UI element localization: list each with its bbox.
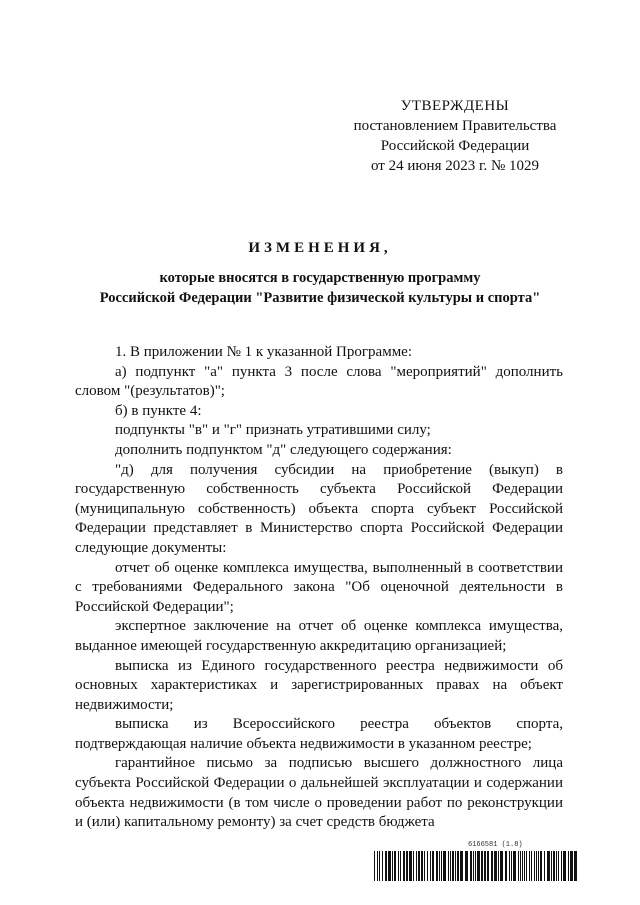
barcode-bar — [448, 851, 449, 881]
barcode-bar — [487, 851, 489, 881]
barcode-bar — [418, 851, 420, 881]
barcode-bar — [547, 851, 550, 881]
barcode-bar — [481, 851, 483, 881]
barcode-bar — [540, 851, 542, 881]
barcode-bar — [427, 851, 428, 881]
barcode-bar — [520, 851, 521, 881]
barcode-bar — [409, 851, 412, 881]
document-subtitle — [0, 268, 640, 308]
barcode-bar — [400, 851, 401, 881]
barcode-bar — [524, 851, 525, 881]
barcode-bar — [475, 851, 476, 881]
barcode-bar — [382, 851, 383, 881]
barcode-bar — [421, 851, 423, 881]
barcode-bar — [470, 851, 472, 881]
barcode-bar — [568, 851, 569, 881]
barcode-bar — [526, 851, 527, 881]
paragraph: 1. В приложении № 1 к указанной Программе: — [115, 344, 413, 360]
barcode-bar — [452, 851, 454, 881]
barcode-bar — [460, 851, 463, 881]
barcode-bar — [553, 851, 555, 881]
barcode-bar — [534, 851, 535, 881]
barcode-bar — [473, 851, 474, 881]
approval-line-2: Российской Федерации — [380, 138, 530, 154]
barcode-bar — [513, 851, 516, 881]
barcode-bar — [570, 851, 573, 881]
barcode-bar — [432, 851, 434, 881]
barcode-bar — [392, 851, 393, 881]
barcode-bar — [529, 851, 530, 881]
barcode-bar — [374, 851, 375, 881]
barcode-bar — [385, 851, 387, 881]
barcode-bar — [551, 851, 552, 881]
barcode-bar — [455, 851, 456, 881]
barcode-bar — [556, 851, 557, 881]
barcode-bar — [416, 851, 417, 881]
paragraph: подпункты "в" и "г" признать утратившими силу; — [115, 422, 431, 439]
barcode-bar — [430, 851, 431, 881]
barcode-bar — [484, 851, 486, 881]
paragraph: экспертное заключение на отчет об оценке комплекса имущества, выданное имеющей государственную аккредитацию организацией; — [75, 618, 563, 654]
barcode-bar — [443, 851, 446, 881]
barcode-bar — [450, 851, 451, 881]
paragraph: гарантийное письмо за подписью высшего должностного лица субъекта Российской Федерации о дальнейшей эксплуатации и содержании объекта недвижимости (в том числе о проведении работ по реконструкции и (или) капитальному ремонту) за счет средств бюджета — [75, 755, 563, 831]
paragraph: а) подпункт "а" пункта 3 после слова "мероприятий" дополнить словом "(результатов)"; — [75, 363, 563, 400]
approval-line-1: постановлением Правительства — [353, 118, 557, 134]
paragraph: отчет об оценке комплекса имущества, выполненный в соответствии с требованиями Федерального закона "Об оценочной деятельности в Российской Федерации"; — [75, 559, 563, 615]
barcode-bar — [511, 851, 512, 881]
paragraph: выписка из Единого государственного реестра недвижимости об основных характеристиках и зарегистрированных правах на объект недвижимости; — [75, 657, 563, 713]
approval-block — [300, 96, 610, 176]
barcode-bar — [436, 851, 438, 881]
barcode-bar — [536, 851, 537, 881]
barcode-bar — [498, 851, 499, 881]
barcode-bar — [558, 851, 559, 881]
barcode-bar — [500, 851, 503, 881]
paragraph: "д) для получения субсидии на приобретение (выкуп) в государственную собственность субъекта Российской Федерации (муниципальную собственность) объекта спорта субъект Российской Федерации представляет в Министерство спорта Российской Федерации следующие документы: — [75, 461, 563, 556]
barcode-bar — [441, 851, 442, 881]
barcode-bar — [394, 851, 396, 881]
barcode-bar — [563, 851, 566, 881]
barcode-bar — [531, 851, 532, 881]
barcode-bar — [424, 851, 425, 881]
barcode-bar — [538, 851, 539, 881]
approval-title: УТВЕРЖДЕНЫ — [400, 98, 510, 114]
barcode-bar — [465, 851, 468, 881]
barcode-bar — [561, 851, 562, 881]
barcode-bar — [491, 851, 493, 881]
barcode-bar — [505, 851, 507, 881]
barcode-bar — [439, 851, 440, 881]
barcode-bar — [398, 851, 399, 881]
barcode-bar — [477, 851, 480, 881]
barcode-bar — [406, 851, 408, 881]
barcode-bar — [413, 851, 414, 881]
barcode-bar — [518, 851, 519, 881]
paragraph: б) в пункте 4: — [115, 402, 202, 419]
barcode-bar — [544, 851, 545, 881]
subtitle-line-2: Российской Федерации "Развитие физической культуры и спорта" — [99, 290, 541, 306]
document-title: ИЗМЕНЕНИЯ, — [248, 240, 392, 256]
approval-line-3: от 24 июня 2023 г. № 1029 — [370, 158, 540, 174]
document-code: 6166581 (1.8) — [468, 841, 523, 849]
barcode-bar — [509, 851, 510, 881]
barcode-image — [374, 851, 578, 881]
subtitle-line-1: которые вносятся в государственную программу — [159, 270, 481, 286]
barcode-bar — [574, 851, 577, 881]
paragraph: выписка из Всероссийского реестра объектов спорта, подтверждающая наличие объекта недвижимости в указанном реестре; — [75, 716, 563, 752]
barcode-bar — [403, 851, 405, 881]
barcode-bar — [522, 851, 523, 881]
barcode-bar — [457, 851, 459, 881]
barcode-bar — [388, 851, 391, 881]
barcode-bar — [494, 851, 497, 881]
barcode-bar — [379, 851, 380, 881]
document-body — [75, 343, 563, 833]
paragraph: дополнить подпунктом "д" следующего содержания: — [115, 441, 452, 458]
barcode-bar — [377, 851, 378, 881]
